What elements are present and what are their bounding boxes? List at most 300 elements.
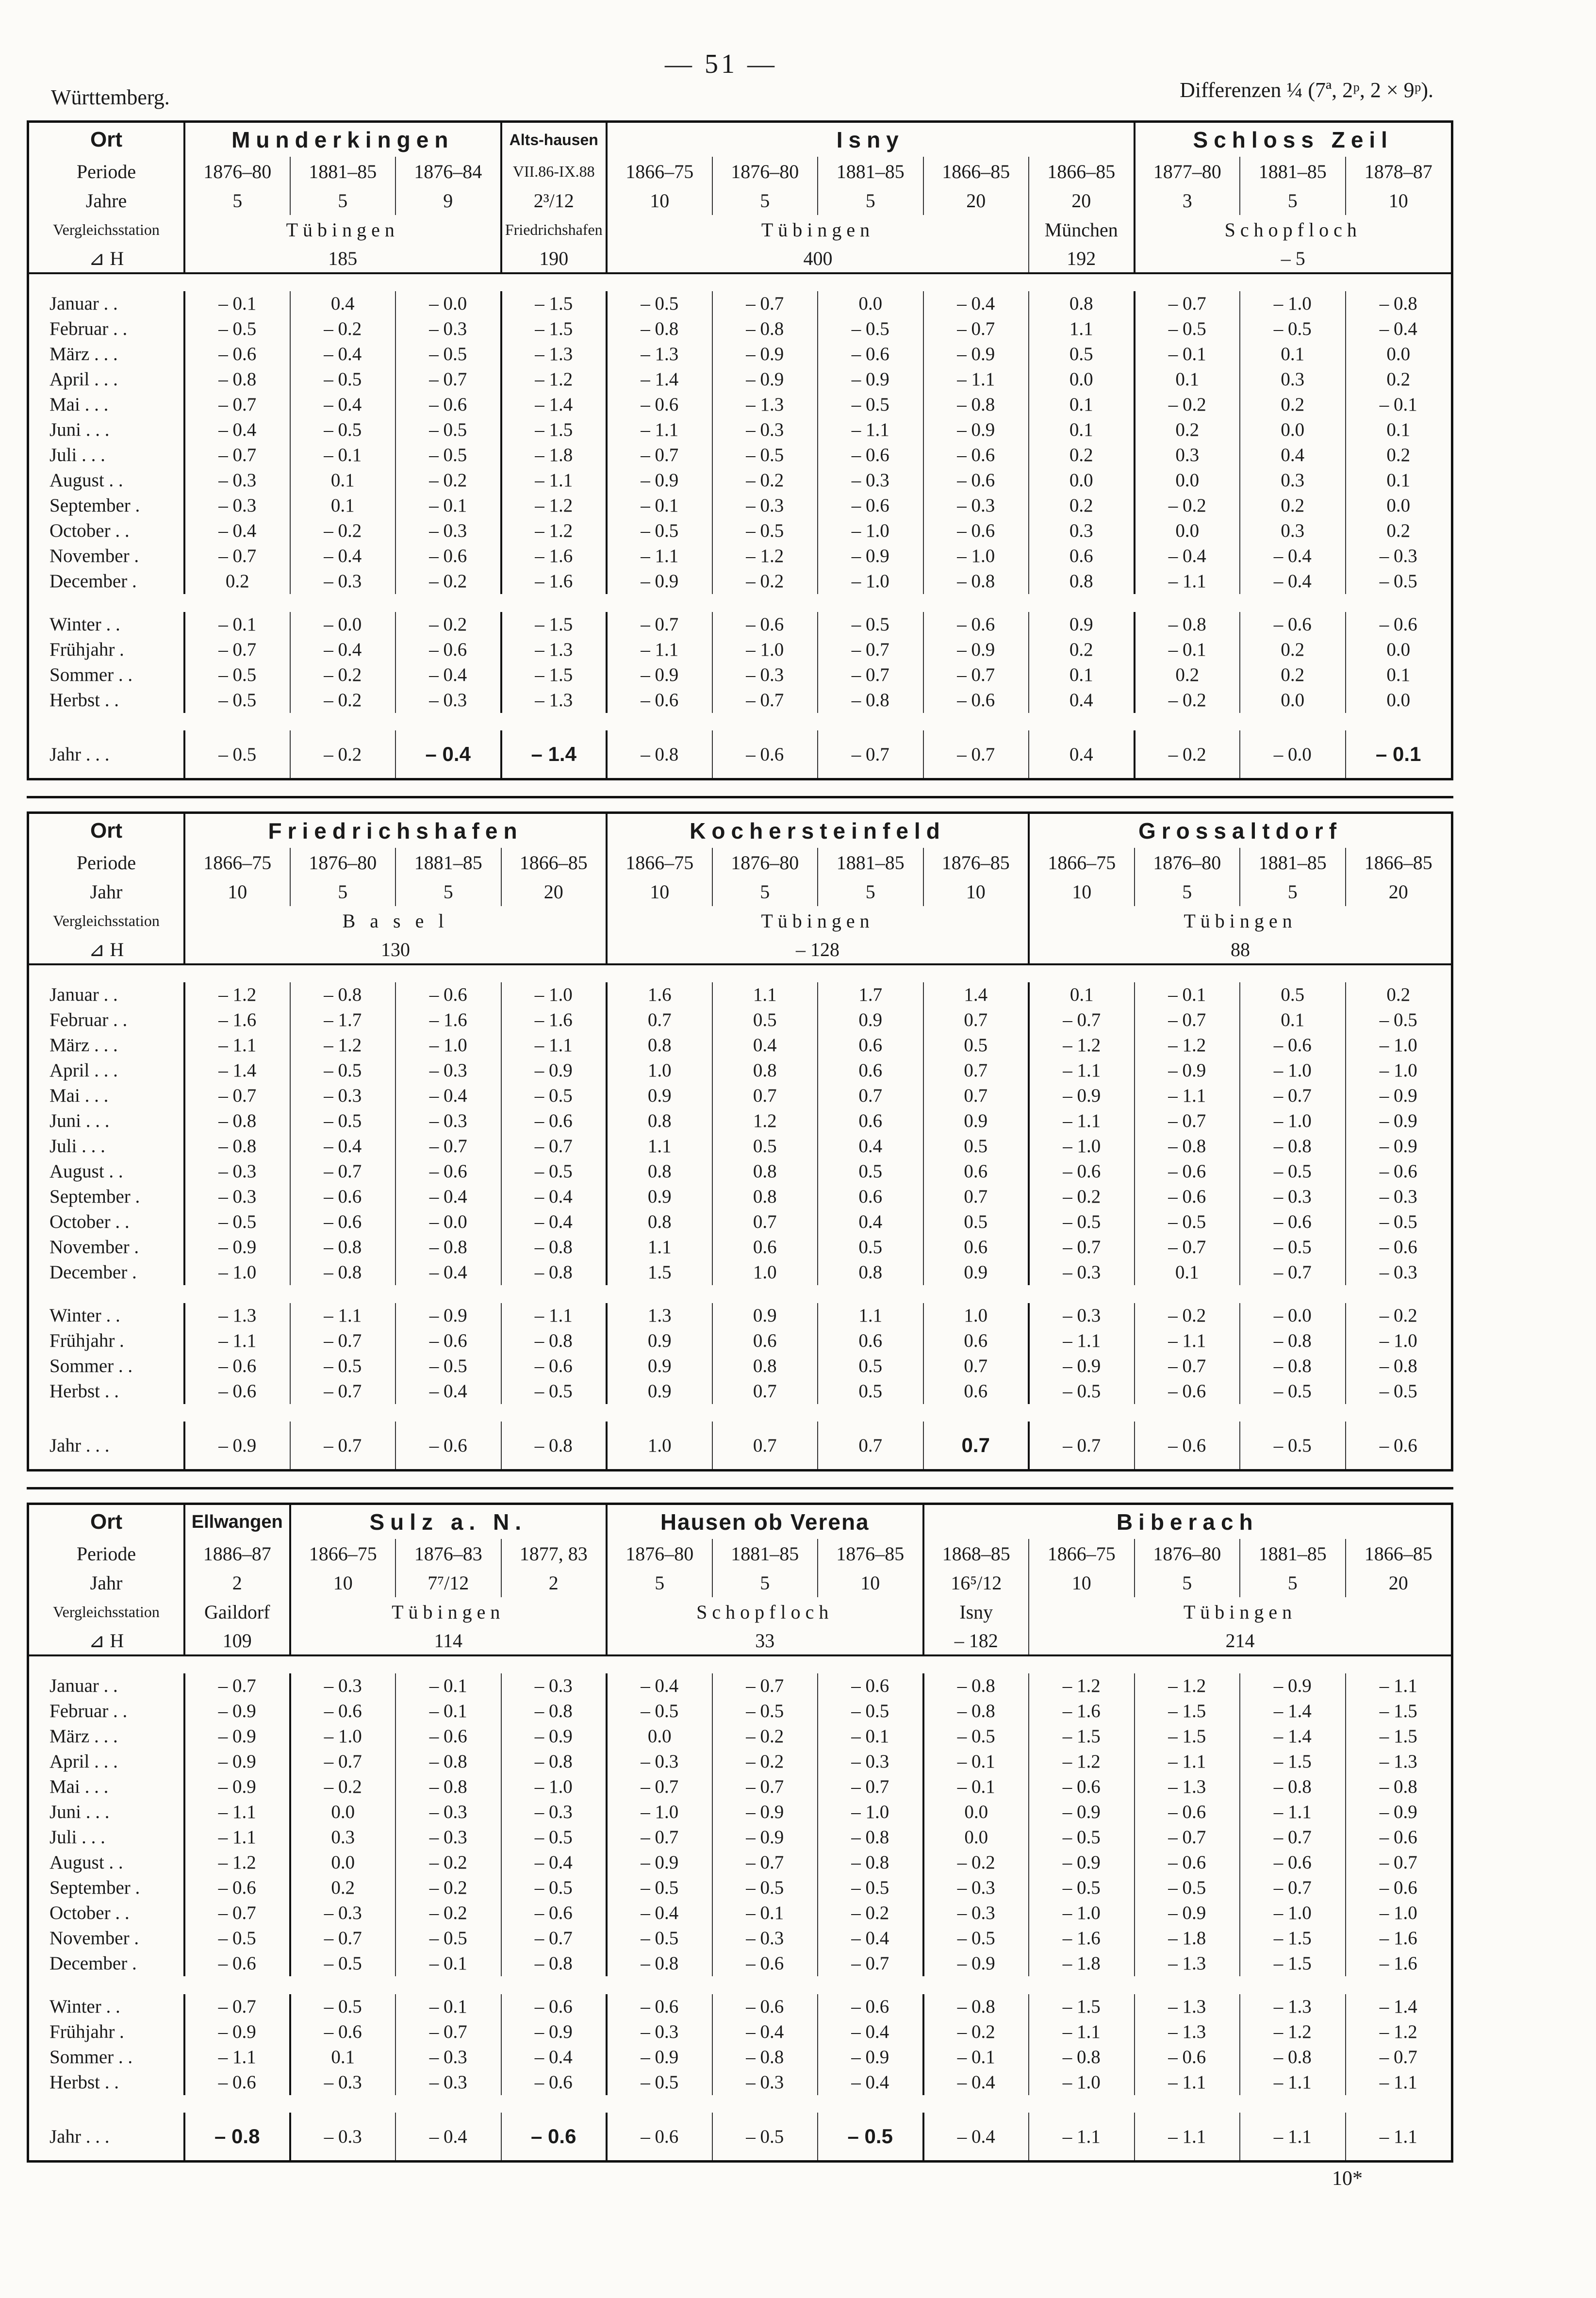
years-cell: 5 (290, 877, 396, 906)
periode-label: Periode (76, 1542, 136, 1565)
value-cell: – 1.2 (501, 518, 607, 544)
value-cell: – 0.6 (923, 443, 1029, 468)
value-cell: – 0.7 (1135, 1235, 1240, 1260)
value-cell: – 0.7 (923, 316, 1029, 342)
delta-h-value: 33 (607, 1626, 923, 1655)
value-cell: – 0.7 (1240, 1875, 1346, 1901)
value-cell: – 0.6 (1135, 2045, 1240, 2070)
value-cell: – 1.0 (1346, 1033, 1451, 1058)
value-cell: – 0.5 (290, 1951, 396, 1976)
value-cell: – 1.1 (1135, 569, 1240, 594)
reference-station: Tübingen (607, 906, 1029, 935)
value-cell: 1.3 (607, 1303, 712, 1328)
row-label: August . . (49, 1852, 123, 1873)
value-cell: – 0.5 (818, 1699, 923, 1724)
row-label: Jahr . . . (49, 2126, 110, 2147)
value-cell: – 1.6 (1346, 1926, 1451, 1951)
value-cell: – 0.6 (1135, 1800, 1240, 1825)
value-cell: – 0.9 (184, 1699, 290, 1724)
reference-station: Tübingen (290, 1597, 607, 1626)
value-cell: – 1.5 (1029, 1994, 1135, 2019)
value-cell: – 0.2 (1029, 1184, 1135, 1209)
row-label: October . . (49, 1211, 130, 1233)
value-cell: – 0.4 (818, 1926, 923, 1951)
value-cell: – 0.2 (395, 612, 501, 637)
value-cell: 0.7 (923, 1058, 1029, 1083)
value-cell: – 1.6 (501, 1008, 607, 1033)
value-cell: – 0.5 (184, 662, 290, 688)
value-cell: – 0.7 (290, 1159, 396, 1184)
value-cell: 0.1 (1029, 662, 1135, 688)
value-cell: – 1.1 (1135, 1749, 1240, 1774)
period-cell: 1876–80 (184, 157, 290, 186)
value-cell: – 1.3 (712, 392, 818, 417)
period-cell: 1876–84 (395, 157, 501, 186)
data-row (29, 1673, 1451, 1699)
data-row (29, 662, 1451, 688)
value-cell: – 0.8 (1029, 2045, 1135, 2070)
period-cell: 1876–80 (607, 1539, 712, 1568)
value-cell: – 0.6 (923, 612, 1029, 637)
years-cell: 3 (1135, 186, 1240, 215)
value-cell: – 0.3 (923, 493, 1029, 518)
value-cell: – 0.6 (395, 637, 501, 662)
value-cell: – 0.8 (923, 1673, 1029, 1699)
value-cell: – 0.6 (607, 392, 712, 417)
value-cell: – 0.6 (395, 1422, 501, 1469)
value-cell: – 0.5 (1135, 1875, 1240, 1901)
value-cell: – 1.5 (501, 316, 607, 342)
value-cell: – 0.3 (184, 468, 290, 493)
value-cell: – 0.1 (712, 1901, 818, 1926)
value-cell: – 0.1 (923, 1749, 1029, 1774)
value-cell: – 0.9 (923, 637, 1029, 662)
row-label: Januar . . (49, 1675, 118, 1697)
value-cell: – 0.9 (184, 1235, 290, 1260)
value-cell: – 0.7 (712, 1850, 818, 1875)
value-cell: – 0.6 (818, 493, 923, 518)
value-cell: – 0.4 (290, 637, 396, 662)
value-cell: – 1.0 (1346, 1901, 1451, 1926)
value-cell: – 0.5 (1346, 1209, 1451, 1235)
value-cell: – 0.9 (184, 2019, 290, 2045)
value-cell: 0.5 (923, 1134, 1029, 1159)
value-cell: 0.8 (607, 1159, 712, 1184)
value-cell: – 0.6 (184, 1379, 290, 1404)
data-row (29, 612, 1451, 637)
value-cell: – 0.7 (1240, 1825, 1346, 1850)
value-cell: 1.0 (712, 1260, 818, 1285)
value-cell: 0.3 (1240, 468, 1346, 493)
value-cell: – 1.1 (184, 1033, 290, 1058)
value-cell: – 0.8 (818, 1850, 923, 1875)
value-cell: – 0.6 (923, 688, 1029, 713)
value-cell: – 1.1 (1346, 1673, 1451, 1699)
station-altshausen: Alts-hausen (501, 123, 607, 157)
years-cell: 5 (712, 877, 818, 906)
value-cell: – 0.6 (1135, 1159, 1240, 1184)
value-cell: 0.9 (818, 1008, 923, 1033)
row-label: April . . . (49, 1060, 118, 1081)
row-label: Frühjahr . (49, 2021, 124, 2043)
value-cell: 0.7 (818, 1422, 923, 1469)
years-cell: 5 (395, 877, 501, 906)
value-cell: 0.6 (818, 1108, 923, 1134)
row-label: Februar . . (49, 1009, 128, 1031)
value-cell: 0.8 (1029, 569, 1135, 594)
value-cell: – 1.5 (501, 612, 607, 637)
table-section-2 (27, 811, 1453, 1471)
value-cell: 0.2 (1135, 662, 1240, 688)
value-cell: – 0.7 (607, 1774, 712, 1800)
row-label: Sommer . . (49, 1356, 133, 1377)
data-row (29, 367, 1451, 392)
period-cell: 1877–80 (1135, 157, 1240, 186)
value-cell: – 1.1 (1135, 1083, 1240, 1108)
value-cell: 0.0 (923, 1825, 1029, 1850)
years-cell: 10 (290, 1568, 396, 1597)
value-cell: – 0.4 (712, 2019, 818, 2045)
value-cell: – 0.2 (290, 518, 396, 544)
value-cell: – 0.5 (290, 1354, 396, 1379)
value-cell: – 0.7 (712, 1774, 818, 1800)
value-cell: – 1.4 (501, 392, 607, 417)
value-cell: – 0.6 (818, 342, 923, 367)
value-cell: – 0.6 (395, 1159, 501, 1184)
period-cell: 1878–87 (1346, 157, 1451, 186)
value-cell: – 0.1 (923, 2045, 1029, 2070)
value-cell: – 0.3 (395, 518, 501, 544)
period-cell: 1876–85 (923, 848, 1029, 877)
value-cell: 1.7 (818, 982, 923, 1008)
period-cell: 1876–85 (818, 1539, 923, 1568)
years-cell: 16⁵/12 (923, 1568, 1029, 1597)
delta-h-label: ⊿ H (29, 935, 184, 964)
value-cell: – 0.3 (607, 2019, 712, 2045)
value-cell: – 1.4 (501, 730, 607, 778)
delta-h-value: – 182 (923, 1626, 1029, 1655)
value-cell: – 0.5 (290, 1108, 396, 1134)
value-cell: – 1.2 (184, 1850, 290, 1875)
value-cell: 0.8 (1029, 291, 1135, 316)
value-cell: – 0.6 (501, 2113, 607, 2160)
value-cell: – 0.5 (1135, 316, 1240, 342)
value-cell: – 0.5 (1029, 1875, 1135, 1901)
value-cell: – 1.1 (1029, 2019, 1135, 2045)
region-title: Württemberg. (51, 85, 170, 109)
period-cell: 1866–85 (501, 848, 607, 877)
years-cell: 5 (1135, 1568, 1240, 1597)
value-cell: – 0.5 (1240, 1379, 1346, 1404)
value-cell: – 0.8 (1240, 1134, 1346, 1159)
data-row (29, 2070, 1451, 2095)
value-cell: 0.3 (1240, 367, 1346, 392)
delta-h-value: 130 (184, 935, 607, 964)
value-cell: – 0.7 (395, 1134, 501, 1159)
value-cell: 0.9 (607, 1379, 712, 1404)
delta-h-value: 400 (607, 244, 1029, 273)
data-row (29, 1354, 1451, 1379)
data-row (29, 1134, 1451, 1159)
value-cell: – 0.3 (290, 1673, 396, 1699)
value-cell: – 0.2 (1346, 1303, 1451, 1328)
period-cell: 1881–85 (395, 848, 501, 877)
value-cell: 0.2 (184, 569, 290, 594)
value-cell: 0.8 (712, 1184, 818, 1209)
value-cell: – 1.1 (184, 2045, 290, 2070)
value-cell: 0.6 (818, 1184, 923, 1209)
period-cell: 1881–85 (818, 157, 923, 186)
value-cell: – 0.3 (290, 1083, 396, 1108)
value-cell: – 0.7 (290, 1926, 396, 1951)
delta-h-value: 109 (184, 1626, 290, 1655)
value-cell: 0.6 (818, 1328, 923, 1354)
value-cell: – 0.9 (501, 2019, 607, 2045)
value-cell: – 0.8 (501, 1328, 607, 1354)
value-cell: – 1.1 (1240, 1800, 1346, 1825)
value-cell: 0.2 (1346, 518, 1451, 544)
row-label: Juni . . . (49, 1110, 110, 1132)
value-cell: – 0.3 (290, 2113, 396, 2160)
value-cell: – 0.3 (1240, 1184, 1346, 1209)
value-cell: 0.5 (818, 1354, 923, 1379)
value-cell: – 1.8 (501, 443, 607, 468)
reference-station: Gaildorf (184, 1597, 290, 1626)
value-cell: – 0.9 (1346, 1800, 1451, 1825)
value-cell: – 0.8 (1346, 291, 1451, 316)
value-cell: – 1.0 (712, 637, 818, 662)
years-cell: 2 (184, 1568, 290, 1597)
value-cell: 0.4 (1240, 443, 1346, 468)
value-cell: – 0.5 (712, 2113, 818, 2160)
value-cell: – 0.7 (1135, 1825, 1240, 1850)
value-cell: – 0.6 (1346, 1159, 1451, 1184)
data-row (29, 342, 1451, 367)
row-label: September . (49, 1186, 140, 1207)
value-cell: 0.0 (1346, 637, 1451, 662)
value-cell: 0.2 (1135, 417, 1240, 443)
value-cell: – 1.0 (1240, 1058, 1346, 1083)
value-cell: – 0.5 (712, 518, 818, 544)
value-cell: – 0.9 (923, 1951, 1029, 1976)
row-label: December . (49, 571, 137, 592)
station-sulz: Sulz a. N. (290, 1505, 607, 1539)
value-cell: – 0.8 (1346, 1774, 1451, 1800)
row-label: Januar . . (49, 293, 118, 314)
value-cell: – 0.7 (184, 443, 290, 468)
value-cell: – 0.4 (290, 1134, 396, 1159)
value-cell: – 1.3 (501, 688, 607, 713)
value-cell: – 0.6 (290, 1184, 396, 1209)
row-label: Juli . . . (49, 1136, 105, 1157)
station-ellwangen: Ellwangen (184, 1505, 290, 1539)
footer-mark: 10* (1332, 2167, 1363, 2190)
value-cell: – 0.6 (712, 612, 818, 637)
data-row (29, 1951, 1451, 1976)
value-cell: – 0.4 (607, 1673, 712, 1699)
value-cell: – 1.5 (1135, 1724, 1240, 1749)
value-cell: – 0.5 (1346, 1008, 1451, 1033)
value-cell: – 0.7 (395, 2019, 501, 2045)
data-row (29, 291, 1451, 316)
value-cell: 0.3 (290, 1825, 396, 1850)
value-cell: – 0.3 (290, 1901, 396, 1926)
value-cell: – 0.2 (395, 1901, 501, 1926)
value-cell: 1.1 (607, 1134, 712, 1159)
value-cell: – 0.7 (1135, 1108, 1240, 1134)
value-cell: – 0.8 (923, 569, 1029, 594)
page-header (0, 0, 1596, 116)
value-cell: 0.8 (607, 1209, 712, 1235)
value-cell: 0.5 (818, 1159, 923, 1184)
page-number: — 51 — (665, 49, 777, 79)
value-cell: – 0.6 (1346, 1825, 1451, 1850)
data-row (29, 2019, 1451, 2045)
row-label: Winter . . (49, 614, 120, 635)
value-cell: 1.0 (607, 1422, 712, 1469)
value-cell: – 0.7 (712, 688, 818, 713)
annual-row (29, 2113, 1451, 2160)
value-cell: 0.0 (818, 291, 923, 316)
value-cell: – 0.4 (818, 2019, 923, 2045)
period-cell: 1876–80 (1135, 848, 1240, 877)
data-row (29, 1774, 1451, 1800)
value-cell: – 0.1 (1135, 982, 1240, 1008)
period-cell: 1866–75 (607, 848, 712, 877)
value-cell: – 1.2 (290, 1033, 396, 1058)
value-cell: – 1.4 (607, 367, 712, 392)
years-cell: 7⁷/12 (395, 1568, 501, 1597)
value-cell: 0.2 (290, 1875, 396, 1901)
row-label: November . (49, 1928, 139, 1949)
station-munderkingen: Munderkingen (184, 123, 501, 157)
value-cell: 0.2 (1346, 982, 1451, 1008)
value-cell: – 1.2 (1029, 1033, 1135, 1058)
value-cell: – 0.9 (923, 417, 1029, 443)
row-label: Jahr . . . (49, 1435, 110, 1456)
reference-station: Tübingen (184, 215, 501, 244)
value-cell: – 1.0 (501, 1774, 607, 1800)
value-cell: – 0.7 (923, 662, 1029, 688)
value-cell: – 1.1 (1029, 2113, 1135, 2160)
value-cell: – 0.5 (290, 417, 396, 443)
value-cell: – 0.5 (290, 1994, 396, 2019)
value-cell: – 0.5 (395, 342, 501, 367)
value-cell: – 1.8 (1135, 1926, 1240, 1951)
value-cell: 0.8 (607, 1108, 712, 1134)
value-cell: – 0.3 (395, 1800, 501, 1825)
value-cell: – 0.1 (395, 1673, 501, 1699)
years-cell: 5 (712, 1568, 818, 1597)
data-row (29, 1108, 1451, 1134)
period-cell: 1866–75 (290, 1539, 396, 1568)
row-label: Juni . . . (49, 419, 110, 441)
value-cell: 0.1 (1029, 982, 1135, 1008)
station-kochersteinfeld: Kochersteinfeld (607, 814, 1029, 848)
value-cell: – 0.2 (712, 468, 818, 493)
delta-h-value: – 5 (1135, 244, 1451, 273)
data-row (29, 1058, 1451, 1083)
value-cell: – 0.8 (1240, 1774, 1346, 1800)
value-cell: – 0.2 (1135, 730, 1240, 778)
data-row (29, 637, 1451, 662)
value-cell: 0.0 (290, 1800, 396, 1825)
value-cell: – 1.0 (1029, 1901, 1135, 1926)
value-cell: – 0.8 (818, 688, 923, 713)
value-cell: – 0.6 (1135, 1850, 1240, 1875)
row-label: Jahr . . . (49, 744, 110, 765)
row-label: Januar . . (49, 984, 118, 1006)
value-cell: – 0.3 (184, 493, 290, 518)
value-cell: – 0.7 (818, 730, 923, 778)
reference-station: Tübingen (607, 215, 1029, 244)
data-row (29, 1328, 1451, 1354)
value-cell: – 0.1 (1135, 637, 1240, 662)
value-cell: – 0.9 (712, 342, 818, 367)
period-cell: 1866–75 (184, 848, 290, 877)
years-cell: 20 (1346, 877, 1451, 906)
value-cell: – 0.5 (501, 1083, 607, 1108)
value-cell: 0.7 (923, 1422, 1029, 1469)
data-row (29, 1901, 1451, 1926)
jahre-label: Jahre (85, 189, 127, 212)
value-cell: – 0.4 (395, 1379, 501, 1404)
data-row (29, 1235, 1451, 1260)
value-cell: 1.4 (923, 982, 1029, 1008)
value-cell: – 0.4 (501, 2045, 607, 2070)
value-cell: – 1.4 (1240, 1699, 1346, 1724)
value-cell: – 0.2 (923, 2019, 1029, 2045)
value-cell: – 0.8 (184, 1108, 290, 1134)
value-cell: – 0.6 (1346, 1235, 1451, 1260)
value-cell: – 1.6 (1029, 1926, 1135, 1951)
value-cell: – 0.2 (712, 1724, 818, 1749)
value-cell: – 0.6 (395, 544, 501, 569)
value-cell: – 0.8 (501, 1235, 607, 1260)
value-cell: – 0.4 (395, 1184, 501, 1209)
value-cell: – 0.5 (1346, 569, 1451, 594)
value-cell: – 0.6 (1029, 1774, 1135, 1800)
value-cell: – 0.4 (1240, 544, 1346, 569)
value-cell: – 0.8 (607, 316, 712, 342)
data-row (29, 2045, 1451, 2070)
value-cell: – 0.5 (1240, 1159, 1346, 1184)
value-cell: 0.7 (818, 1083, 923, 1108)
period-cell: 1881–85 (1240, 1539, 1346, 1568)
value-cell: – 0.6 (395, 1328, 501, 1354)
years-cell: 10 (1029, 1568, 1135, 1597)
value-cell: – 0.6 (501, 2070, 607, 2095)
value-cell: – 0.6 (184, 2070, 290, 2095)
value-cell: 0.4 (1029, 688, 1135, 713)
value-cell: – 1.3 (1346, 1749, 1451, 1774)
value-cell: – 1.3 (1135, 1994, 1240, 2019)
value-cell: – 0.7 (712, 1673, 818, 1699)
value-cell: – 1.1 (1029, 1058, 1135, 1083)
years-cell: 5 (1135, 877, 1240, 906)
value-cell: 0.2 (1346, 443, 1451, 468)
data-row (29, 1825, 1451, 1850)
value-cell: – 0.5 (818, 392, 923, 417)
value-cell: – 1.8 (1029, 1951, 1135, 1976)
value-cell: 0.7 (712, 1209, 818, 1235)
value-cell: – 1.4 (1240, 1724, 1346, 1749)
value-cell: 0.5 (1240, 982, 1346, 1008)
value-cell: – 0.0 (395, 1209, 501, 1235)
value-cell: 0.1 (1240, 342, 1346, 367)
value-cell: 1.1 (1029, 316, 1135, 342)
data-row (29, 316, 1451, 342)
